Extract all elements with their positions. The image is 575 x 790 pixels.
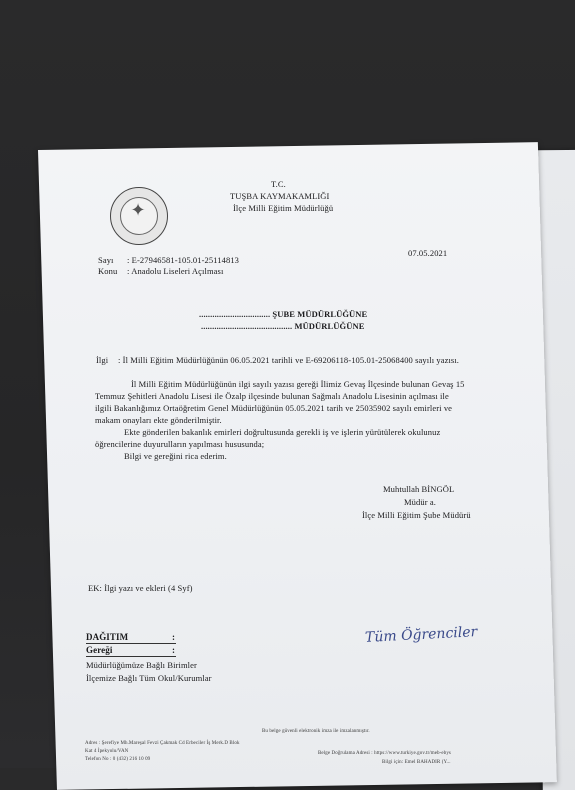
footer-dogrulama: Belge Doğrulama Adresi : https://www.turkiye.gov.tr/meb-ebys <box>318 751 451 756</box>
geregi-colon: : <box>172 645 176 655</box>
body-p3: Bilgi ve gereğini rica ederim. <box>124 451 227 461</box>
dagitim-label: DAĞITIM <box>86 632 129 642</box>
body-p1-line1: İl Milli Eğitim Müdürlüğünün ilgi sayılı yazısı gereği İlimiz Gevaş İlçesinde bulunan Gevaş 15 <box>131 379 465 389</box>
recipient-line-2: ......................................... MÜDÜRLÜĞÜNE <box>201 321 365 331</box>
header-kaymakamlik: TUŞBA KAYMAKAMLIĞI <box>230 191 330 201</box>
distribution-item-2: İlçemize Bağlı Tüm Okul/Kurumlar <box>86 673 212 683</box>
footer-adres: Adres : Şerefiye Mh.Mareşal Fevzi Çakmak Cd Erbeciler İş Merk.D Blok <box>85 741 240 746</box>
distribution-item-1: Müdürlüğümüze Bağlı Birimler <box>86 660 197 670</box>
signer-role: İlçe Milli Eğitim Şube Müdürü <box>362 510 471 520</box>
ilgi-text: : İl Milli Eğitim Müdürlüğünün 06.05.2021 tarihli ve E-69206118-105.01-25068400 sayılı yazısı. <box>118 355 460 365</box>
ilgi-label: İlgi <box>96 355 109 365</box>
geregi-label: Gereği <box>86 645 113 655</box>
handwritten-note: Tüm Öğrenciler <box>364 624 478 646</box>
header-mudurluk: İlçe Milli Eğitim Müdürlüğü <box>233 203 334 213</box>
sayi-label: Sayı <box>98 255 114 265</box>
signer-title: Müdür a. <box>404 497 436 507</box>
header-tc: T.C. <box>271 179 286 189</box>
ek-line: EK: İlgi yazı ve ekleri (4 Syf) <box>88 583 193 593</box>
sayi-value: : E-27946581-105.01-25114813 <box>127 255 240 265</box>
geregi-underline <box>86 656 176 657</box>
signer-name: Muhtullah BİNGÖL <box>383 484 455 494</box>
footer-bilgi: Bilgi için: Emel BAHADIR (Y... <box>382 760 451 765</box>
footer-kat: Kat 4 İpekyolu/VAN <box>85 749 129 754</box>
document-date: 07.05.2021 <box>408 248 448 258</box>
recipient-line-1: ................................ ŞUBE MÜDÜRLÜĞÜNE <box>199 309 368 319</box>
body-p1-line4: makam onayları ekte gönderilmiştir. <box>95 415 222 425</box>
dagitim-colon: : <box>172 632 176 642</box>
konu-label: Konu <box>98 266 118 276</box>
body-p1-line3: ilgili Bakanlığımız Ortaöğretim Genel Müdürlüğünün 05.05.2021 tarih ve 25035902 sayılı emirleri ve <box>95 403 453 413</box>
konu-value: : Anadolu Liseleri Açılması <box>127 266 224 276</box>
body-p1-line2: Temmuz Şehitleri Anadolu Lisesi ile Özalp ilçesinde bulunan Sağmalı Anadolu Lisesinin açılması ile <box>95 391 449 401</box>
footer-note: Bu belge güvenli elektronik imza ile imzalanmıştır. <box>262 729 370 734</box>
ministry-seal-icon: ✦ <box>110 187 168 245</box>
footer-telefon: Telefon No : 0 (432) 216 10 09 <box>85 757 151 762</box>
body-p2-line1: Ekte gönderilen bakanlık emirleri doğrultusunda gerekli iş ve işlerin yürütülerek okulunuz <box>124 427 441 437</box>
dagitim-underline <box>86 643 176 644</box>
body-p2-line2: öğrencilerine duyurulların yapılması hususunda; <box>95 439 265 449</box>
